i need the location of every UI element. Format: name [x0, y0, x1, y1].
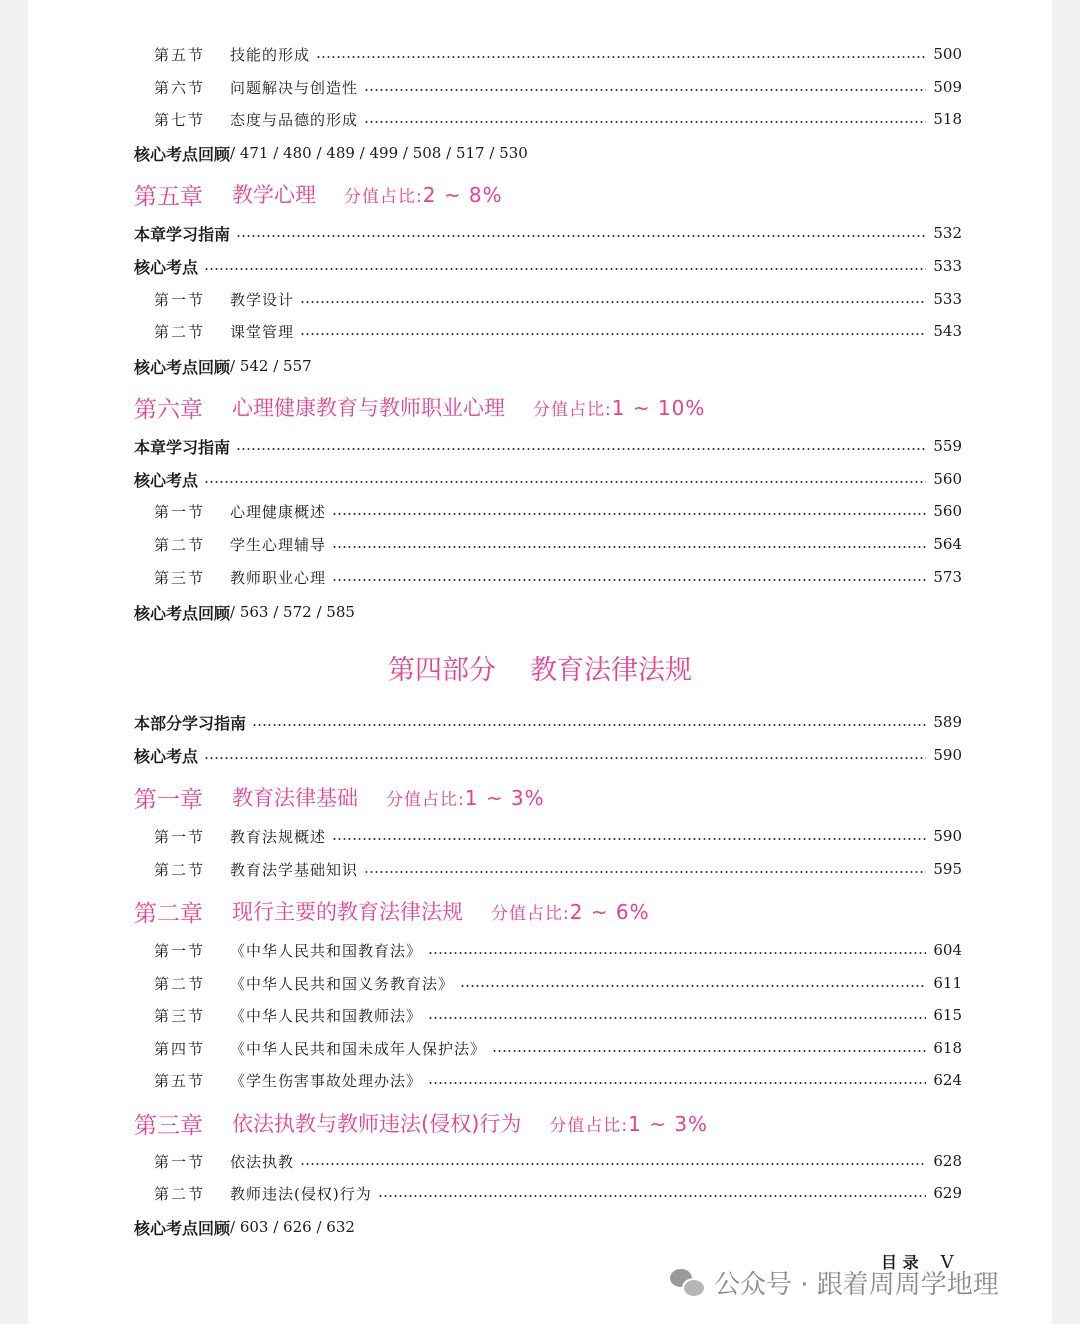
chapter-heading[interactable] [134, 176, 503, 212]
chapter-number: 第六章 [134, 396, 203, 423]
entry-label: 核心考点 [134, 257, 199, 277]
section-number: 第一节 [154, 1152, 206, 1171]
toc-section-row[interactable] [154, 72, 1052, 102]
score-value: 2 ~ 8% [422, 182, 503, 207]
leader-dots [428, 952, 926, 954]
wechat-icon [670, 1267, 704, 1297]
toc-section-row[interactable] [154, 562, 1052, 592]
leader-dots [316, 56, 926, 58]
toc-section-row[interactable] [154, 1065, 1052, 1095]
page-number: 560 [933, 502, 962, 520]
part-heading[interactable] [28, 648, 1052, 690]
review-pages: / 542 / 557 [230, 357, 312, 375]
chapter-title: 现行主要的教育法律法规 [232, 900, 463, 924]
page-number: 533 [933, 290, 962, 308]
section-number: 第六节 [154, 78, 206, 97]
leader-dots [236, 448, 926, 450]
entry-label: 本章学习指南 [134, 224, 231, 244]
page-number: 628 [933, 1152, 962, 1170]
chapter-number: 第五章 [134, 183, 203, 210]
entry-label: 核心考点 [134, 746, 199, 766]
section-number: 第四节 [154, 1039, 206, 1058]
page-number: 589 [933, 713, 962, 731]
leader-dots [204, 757, 926, 759]
section-number: 第一节 [154, 290, 206, 309]
page-number: 564 [933, 535, 962, 553]
section-title: 《学生伤害事故处理办法》 [230, 1071, 423, 1090]
section-number: 第五节 [154, 1071, 206, 1090]
score-value: 2 ~ 6% [569, 899, 650, 924]
section-title: 教学设计 [230, 290, 295, 309]
chapter-heading[interactable] [134, 389, 705, 425]
leader-dots [332, 513, 926, 515]
footer-page-number: V [940, 1252, 954, 1273]
leader-dots [300, 1163, 926, 1165]
score-ratio [491, 899, 650, 924]
entry-label: 核心考点 [134, 470, 199, 490]
section-title: 《中华人民共和国义务教育法》 [230, 974, 455, 993]
entry-label: 本章学习指南 [134, 437, 231, 457]
leader-dots [428, 1082, 926, 1084]
watermark-text: 公众号 · 跟着周周学地理 [714, 1269, 999, 1300]
toc-section-row[interactable] [154, 1178, 1052, 1208]
section-number: 第一节 [154, 827, 206, 846]
score-label: 分值占比: [549, 1115, 629, 1136]
page-number: 624 [933, 1071, 962, 1089]
toc-section-row[interactable] [154, 39, 1052, 69]
score-label: 分值占比: [386, 789, 465, 810]
review-label: 核心考点回顾 [134, 357, 231, 377]
section-title: 课堂管理 [230, 322, 295, 341]
section-title: 心理健康概述 [230, 502, 327, 521]
section-number: 第二节 [154, 1184, 206, 1203]
page-number: 533 [933, 257, 962, 275]
review-label: 核心考点回顾 [134, 1218, 231, 1238]
leader-dots [252, 724, 926, 726]
chapter-title: 教学心理 [232, 183, 316, 207]
toc-entry-row[interactable] [134, 707, 1052, 737]
toc-section-row[interactable] [154, 968, 1052, 998]
section-number: 第三节 [154, 568, 206, 587]
chapter-number: 第二章 [134, 900, 203, 927]
chapter-heading[interactable] [134, 1105, 708, 1141]
section-title: 教师职业心理 [230, 568, 327, 587]
chapter-title: 依法执教与教师违法(侵权)行为 [232, 1112, 522, 1136]
score-value: 1 ~ 10% [611, 395, 706, 420]
toc-section-row[interactable] [154, 496, 1052, 526]
core-review-line [134, 351, 312, 381]
core-review-line [134, 597, 355, 627]
toc-entry-row[interactable] [134, 740, 1052, 770]
section-number: 第二节 [154, 322, 206, 341]
part-title: 教育法律法规 [530, 655, 692, 686]
score-ratio [386, 785, 545, 810]
entry-label: 本部分学习指南 [134, 713, 247, 733]
section-title: 教育法学基础知识 [230, 860, 359, 879]
page-number: 543 [933, 322, 962, 340]
section-title: 问题解决与创造性 [230, 78, 359, 97]
section-title: 依法执教 [230, 1152, 295, 1171]
section-title: 《中华人民共和国教师法》 [230, 1006, 423, 1025]
page-number: 532 [933, 224, 962, 242]
core-review-line [134, 1212, 355, 1242]
toc-entry-row[interactable] [134, 464, 1052, 494]
toc-section-row[interactable] [154, 935, 1052, 965]
score-label: 分值占比: [344, 186, 423, 207]
leader-dots [378, 1195, 926, 1197]
leader-dots [460, 985, 926, 987]
section-title: 教师违法(侵权)行为 [230, 1184, 372, 1203]
leader-dots [236, 235, 926, 237]
section-number: 第七节 [154, 110, 206, 129]
chapter-heading[interactable] [134, 779, 545, 815]
section-title: 《中华人民共和国未成年人保护法》 [230, 1039, 487, 1058]
watermark [670, 1262, 999, 1302]
toc-page [28, 0, 1052, 1324]
page-number: 509 [933, 78, 962, 96]
toc-section-row[interactable] [154, 104, 1052, 134]
section-number: 第二节 [154, 974, 206, 993]
part-number: 第四部分 [388, 655, 496, 686]
chapter-title: 心理健康教育与教师职业心理 [232, 396, 505, 420]
score-label: 分值占比: [491, 903, 570, 924]
section-title: 《中华人民共和国教育法》 [230, 941, 423, 960]
score-value: 1 ~ 3% [628, 1111, 709, 1136]
chapter-heading[interactable] [134, 893, 650, 929]
toc-section-row[interactable] [154, 821, 1052, 851]
page-number: 500 [933, 45, 962, 63]
page-number: 559 [933, 437, 962, 455]
section-number: 第一节 [154, 941, 206, 960]
toc-section-row[interactable] [154, 1000, 1052, 1030]
page-number: 573 [933, 568, 962, 586]
toc-section-row[interactable] [154, 529, 1052, 559]
review-pages: / 471 / 480 / 489 / 499 / 508 / 517 / 530 [230, 144, 528, 162]
leader-dots [204, 481, 926, 483]
leader-dots [204, 268, 926, 270]
footer-toc-label: 目 录 [881, 1253, 919, 1272]
toc-section-row[interactable] [154, 284, 1052, 314]
score-ratio [549, 1111, 708, 1136]
toc-entry-row[interactable] [134, 431, 1052, 461]
page-number: 590 [933, 827, 962, 845]
leader-dots [300, 333, 926, 335]
toc-section-row[interactable] [154, 316, 1052, 346]
toc-section-row[interactable] [154, 1033, 1052, 1063]
section-number: 第三节 [154, 1006, 206, 1025]
chapter-number: 第一章 [134, 786, 203, 813]
page-number: 518 [933, 110, 962, 128]
page-number: 611 [933, 974, 962, 992]
page-number: 590 [933, 746, 962, 764]
page-number: 615 [933, 1006, 962, 1024]
leader-dots [300, 301, 926, 303]
page-number: 560 [933, 470, 962, 488]
score-value: 1 ~ 3% [464, 785, 545, 810]
leader-dots [332, 546, 926, 548]
page-number: 618 [933, 1039, 962, 1057]
page-number: 629 [933, 1184, 962, 1202]
leader-dots [428, 1017, 926, 1019]
toc-entry-row[interactable] [134, 251, 1052, 281]
review-pages: / 563 / 572 / 585 [230, 603, 355, 621]
toc-section-row[interactable] [154, 854, 1052, 884]
leader-dots [332, 579, 926, 581]
leader-dots [364, 121, 926, 123]
leader-dots [332, 838, 926, 840]
score-ratio [533, 395, 705, 420]
section-number: 第五节 [154, 45, 206, 64]
review-label: 核心考点回顾 [134, 603, 231, 623]
core-review-line [134, 138, 528, 168]
leader-dots [364, 89, 926, 91]
review-label: 核心考点回顾 [134, 144, 231, 164]
section-title: 教育法规概述 [230, 827, 327, 846]
section-title: 学生心理辅导 [230, 535, 327, 554]
page-number: 604 [933, 941, 962, 959]
section-title: 技能的形成 [230, 45, 311, 64]
section-number: 第一节 [154, 502, 206, 521]
toc-section-row[interactable] [154, 1146, 1052, 1176]
chapter-title: 教育法律基础 [232, 786, 358, 810]
leader-dots [492, 1050, 926, 1052]
chapter-number: 第三章 [134, 1112, 203, 1139]
page-number: 595 [933, 860, 962, 878]
leader-dots [364, 871, 926, 873]
section-number: 第二节 [154, 535, 206, 554]
section-number: 第二节 [154, 860, 206, 879]
section-title: 态度与品德的形成 [230, 110, 359, 129]
score-ratio [344, 182, 503, 207]
toc-entry-row[interactable] [134, 218, 1052, 248]
score-label: 分值占比: [533, 399, 612, 420]
review-pages: / 603 / 626 / 632 [230, 1218, 355, 1236]
